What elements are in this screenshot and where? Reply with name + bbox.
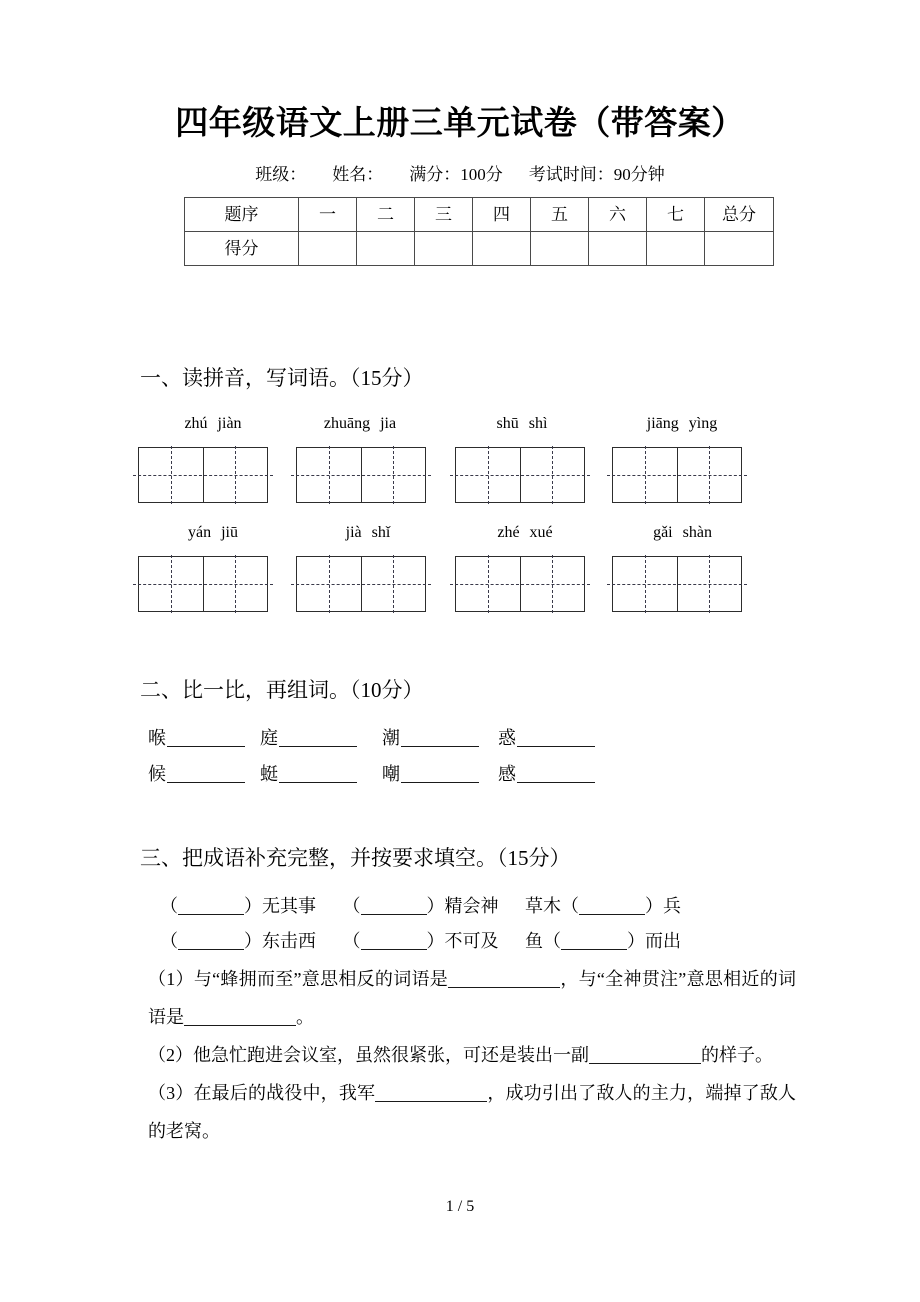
question-2-part-1: （2）他急忙跑进会议室，虽然很紧张，可还是装出一副 <box>148 1045 589 1065</box>
compare-item-2-2 <box>260 758 357 790</box>
answer-blank[interactable] <box>448 987 560 988</box>
question-1-part-3: 。 <box>296 1007 314 1027</box>
idiom-suffix: ）无其事 <box>244 896 316 916</box>
idiom-suffix: ）而出 <box>627 931 681 951</box>
score-cell-7[interactable] <box>647 232 705 266</box>
idiom-blank[interactable] <box>561 949 627 950</box>
idiom-row-2 <box>160 925 860 957</box>
column-header-total: 总分 <box>705 198 774 232</box>
pinyin-syllable: jiāng <box>646 415 679 432</box>
compare-item-2-1 <box>148 758 245 790</box>
word-blank[interactable] <box>167 782 245 783</box>
word-blank[interactable] <box>279 782 357 783</box>
idiom-item-2-2 <box>343 925 499 957</box>
pinyin-syllable: zhuāng <box>323 415 371 432</box>
pinyin-syllable: shǐ <box>371 524 391 541</box>
table-row-scores <box>185 232 774 266</box>
exam-time-label: 考试时间：90分钟 <box>528 165 665 184</box>
section-heading-three: 三、把成语补充完整，并按要求填空。（15分） <box>140 846 571 870</box>
pinyin-syllable: shū <box>496 415 519 432</box>
question-1-part-2: ，与“全神贯注”意思相近的词语是 <box>148 969 796 1027</box>
character-box-group-2-2[interactable] <box>296 556 426 612</box>
compare-character: 候 <box>148 764 166 784</box>
score-cell-4[interactable] <box>473 232 531 266</box>
pinyin-group-1-4 <box>612 411 752 437</box>
column-header-6: 六 <box>589 198 647 232</box>
row-label-score: 得分 <box>185 232 299 266</box>
column-header-4: 四 <box>473 198 531 232</box>
question-3-part-2: ，成功引出了敌人的主力，端掉了敌人的老窝。 <box>148 1083 797 1141</box>
character-box-group-1-4[interactable] <box>612 447 742 503</box>
pinyin-syllable: zhú <box>184 415 208 432</box>
idiom-prefix: 鱼（ <box>525 931 561 951</box>
word-blank[interactable] <box>167 746 245 747</box>
character-box-group-2-1[interactable] <box>138 556 268 612</box>
compare-row-1 <box>148 722 828 754</box>
pinyin-syllable: shì <box>528 415 548 432</box>
column-header-1: 一 <box>299 198 357 232</box>
character-box-group-1-1[interactable] <box>138 447 268 503</box>
pinyin-syllable: zhé <box>497 524 520 541</box>
compare-character: 喉 <box>148 728 166 748</box>
idiom-item-1-3 <box>525 890 681 922</box>
page-footer: 1 / 5 <box>445 1198 475 1215</box>
word-blank[interactable] <box>517 782 595 783</box>
score-cell-5[interactable] <box>531 232 589 266</box>
character-box-group-1-2[interactable] <box>296 447 426 503</box>
character-box-group-1-3[interactable] <box>455 447 585 503</box>
pinyin-syllable: jià <box>345 524 362 541</box>
column-header-3: 三 <box>415 198 473 232</box>
answer-blank[interactable] <box>184 1025 296 1026</box>
compare-character: 感 <box>498 764 516 784</box>
score-cell-1[interactable] <box>299 232 357 266</box>
fill-question-3 <box>148 1074 796 1150</box>
idiom-suffix: ）东击西 <box>244 931 316 951</box>
character-box-group-2-3[interactable] <box>455 556 585 612</box>
answer-blank[interactable] <box>375 1101 487 1102</box>
compare-row-2 <box>148 758 828 790</box>
pinyin-syllable: jia <box>380 415 397 432</box>
pinyin-syllable: jiū <box>221 524 238 541</box>
pinyin-syllable: jiàn <box>217 415 242 432</box>
score-cell-2[interactable] <box>357 232 415 266</box>
compare-item-1-1 <box>148 722 245 754</box>
idiom-prefix: （ <box>342 931 361 951</box>
score-cell-6[interactable] <box>589 232 647 266</box>
idiom-prefix: （ <box>160 931 178 951</box>
compare-character: 嘲 <box>382 764 400 784</box>
idiom-blank[interactable] <box>579 914 645 915</box>
idiom-blank[interactable] <box>361 914 427 915</box>
idiom-item-1-1 <box>160 890 316 922</box>
word-blank[interactable] <box>401 782 479 783</box>
idiom-prefix: （ <box>342 896 361 916</box>
page-title: 四年级语文上册三单元试卷（带答案） <box>175 106 745 142</box>
word-blank[interactable] <box>279 746 357 747</box>
compare-character: 蜓 <box>260 764 278 784</box>
pinyin-syllable: shàn <box>682 524 712 541</box>
pinyin-row-1 <box>140 411 800 437</box>
idiom-item-1-2 <box>343 890 499 922</box>
section-heading-one: 一、读拼音，写词语。（15分） <box>140 366 424 390</box>
compare-character: 惑 <box>498 728 516 748</box>
row-label-question-order: 题序 <box>185 198 299 232</box>
pinyin-syllable: xué <box>529 524 553 541</box>
compare-item-1-3 <box>382 722 479 754</box>
pinyin-group-2-1 <box>148 520 278 546</box>
compare-character: 庭 <box>260 728 278 748</box>
class-label: 班级： <box>255 165 307 184</box>
compare-item-2-3 <box>382 758 479 790</box>
answer-blank[interactable] <box>589 1063 701 1064</box>
table-row-question-numbers <box>185 198 774 232</box>
idiom-blank[interactable] <box>361 949 427 950</box>
name-label: 姓名： <box>332 165 384 184</box>
word-blank[interactable] <box>517 746 595 747</box>
pinyin-syllable: yìng <box>688 415 718 432</box>
idiom-item-2-1 <box>160 925 316 957</box>
idiom-prefix: （ <box>160 896 178 916</box>
idiom-blank[interactable] <box>178 949 244 950</box>
idiom-row-1 <box>160 890 860 922</box>
pinyin-group-2-3 <box>460 520 590 546</box>
question-1-part-1: （1）与“蜂拥而至”意思相反的词语是 <box>148 969 449 989</box>
compare-item-1-2 <box>260 722 357 754</box>
question-2-part-2: 的样子。 <box>701 1045 773 1065</box>
pinyin-row-2 <box>140 520 800 546</box>
pinyin-group-1-2 <box>295 411 425 437</box>
pinyin-group-2-4 <box>615 520 750 546</box>
column-header-5: 五 <box>531 198 589 232</box>
pinyin-group-2-2 <box>303 520 433 546</box>
score-cell-3[interactable] <box>415 232 473 266</box>
score-table <box>184 197 774 266</box>
idiom-suffix: ）不可及 <box>426 931 499 951</box>
pinyin-syllable: gǎi <box>653 524 673 541</box>
idiom-prefix: 草木（ <box>525 896 579 916</box>
idiom-suffix: ）兵 <box>645 896 681 916</box>
column-header-2: 二 <box>357 198 415 232</box>
pinyin-group-1-1 <box>148 411 278 437</box>
character-box-group-2-4[interactable] <box>612 556 742 612</box>
section-heading-two: 二、比一比，再组词。（10分） <box>140 678 424 702</box>
word-blank[interactable] <box>401 746 479 747</box>
compare-item-1-4 <box>498 722 595 754</box>
score-cell-total[interactable] <box>705 232 774 266</box>
pinyin-group-1-3 <box>457 411 587 437</box>
fill-question-1 <box>148 960 796 1036</box>
idiom-suffix: ）精会神 <box>426 896 499 916</box>
idiom-blank[interactable] <box>178 914 244 915</box>
student-info-line <box>0 163 920 187</box>
compare-character: 潮 <box>382 728 400 748</box>
column-header-7: 七 <box>647 198 705 232</box>
question-3-part-1: （3）在最后的战役中，我军 <box>148 1083 376 1103</box>
idiom-item-2-3 <box>525 925 681 957</box>
compare-item-2-4 <box>498 758 595 790</box>
fill-question-2 <box>148 1036 796 1074</box>
full-score-label: 满分：100分 <box>409 165 503 184</box>
pinyin-syllable: yán <box>188 524 212 541</box>
